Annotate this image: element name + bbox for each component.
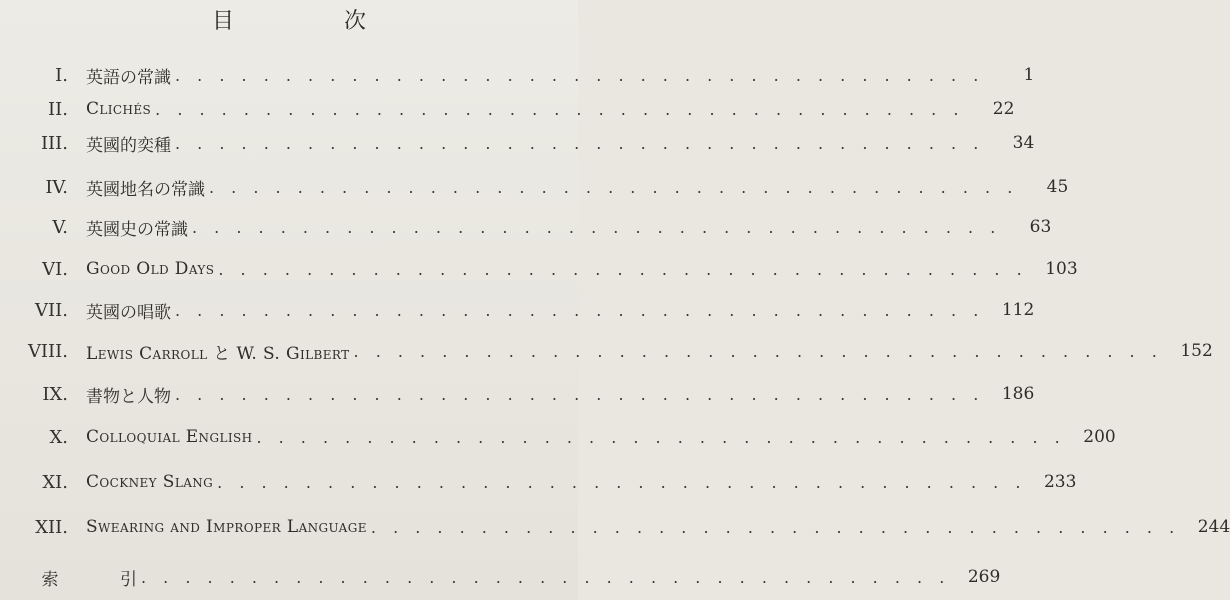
chapter-title: Lewis Carroll と W. S. Gilbert bbox=[86, 343, 350, 364]
toc-entry-7 bbox=[0, 293, 1035, 327]
leader-dots: . . . . . . . . . . . . . . . . . . . . . . . . . . . . . . . . . . . . . bbox=[218, 259, 1028, 279]
page-number: 1 bbox=[1023, 65, 1035, 85]
toc-entry-5 bbox=[0, 210, 1052, 244]
chapter-title: Cockney Slang bbox=[86, 472, 214, 492]
chapter-title: 英國史の常識 bbox=[86, 219, 188, 240]
leader-dots: . . . . . . . . . . . . . . . . . . . . . . . . . . . . . . . . . . . . . bbox=[370, 517, 1181, 537]
chapter-number: IV. bbox=[45, 176, 68, 198]
page-number: 103 bbox=[1045, 259, 1078, 279]
chapter-title: 英語の常識 bbox=[86, 67, 171, 88]
toc-entry-3 bbox=[0, 126, 1035, 160]
page-number: 244 bbox=[1197, 517, 1230, 537]
chapter-title: Clichés bbox=[86, 99, 152, 119]
page-number: 269 bbox=[967, 567, 1001, 587]
toc-entry-1 bbox=[0, 58, 1035, 92]
chapter-number: I. bbox=[55, 64, 68, 86]
chapter-number: V. bbox=[52, 216, 68, 238]
chapter-number: VI. bbox=[42, 258, 68, 280]
toc-entry-2 bbox=[0, 92, 1015, 126]
leader-dots: . . . . . . . . . . . . . . . . . . . . . . . . . . . . . . . . . . . . . bbox=[175, 133, 985, 153]
chapter-number: XII. bbox=[35, 516, 68, 538]
leader-dots: . . . . . . . . . . . . . . . . . . . . . . . . . . . . . . . . . . . . . bbox=[175, 300, 985, 320]
chapter-number: XI. bbox=[42, 471, 68, 493]
leader-dots: . . . . . . . . . . . . . . . . . . . . . . . . . . . . . . . . . . . . . bbox=[141, 567, 951, 587]
toc-entry-4 bbox=[0, 170, 1069, 204]
toc-entry-6 bbox=[0, 252, 1078, 286]
page-title: 目 次 bbox=[211, 9, 410, 34]
toc-entry-8 bbox=[0, 334, 1213, 368]
page-number: 233 bbox=[1043, 472, 1077, 492]
toc-entry-12 bbox=[0, 510, 1230, 544]
leader-dots: . . . . . . . . . . . . . . . . . . . . . . . . . . . . . . . . . . . . . bbox=[175, 65, 985, 85]
leader-dots: . . . . . . . . . . . . . . . . . . . . . . . . . . . . . . . . . . . . . bbox=[256, 427, 1066, 447]
page-number: 22 bbox=[992, 99, 1015, 119]
index-label-left: 索 bbox=[41, 569, 59, 590]
chapter-title: 書物と人物 bbox=[86, 386, 171, 407]
page-number: 45 bbox=[1046, 177, 1069, 197]
toc-entry-9 bbox=[0, 377, 1035, 411]
toc-entry-10 bbox=[0, 420, 1116, 454]
chapter-title: 英國の唱歌 bbox=[86, 302, 171, 323]
page-number: 34 bbox=[1012, 133, 1035, 153]
chapter-number: III. bbox=[40, 132, 68, 154]
leader-dots: . . . . . . . . . . . . . . . . . . . . . . . . . . . . . . . . . . . . . bbox=[155, 99, 965, 119]
toc-entry-11 bbox=[0, 465, 1077, 499]
page-number: 152 bbox=[1180, 341, 1213, 361]
chapter-number: VIII. bbox=[27, 340, 68, 362]
chapter-number: VII. bbox=[35, 299, 68, 321]
page-number: 63 bbox=[1029, 217, 1052, 237]
chapter-title: 英國地名の常識 bbox=[86, 179, 205, 200]
leader-dots: . . . . . . . . . . . . . . . . . . . . . . . . . . . . . . . . . . . . . bbox=[209, 177, 1019, 197]
leader-dots: . . . . . . . . . . . . . . . . . . . . . . . . . . . . . . . . . . . . . bbox=[175, 384, 985, 404]
page-number: 186 bbox=[1001, 384, 1035, 404]
index-label-right: 引 bbox=[120, 569, 137, 590]
chapter-number: IX. bbox=[42, 383, 68, 405]
chapter-number: X. bbox=[49, 426, 68, 448]
chapter-title: 英國的奕種 bbox=[86, 135, 171, 156]
chapter-title: Good Old Days bbox=[86, 259, 215, 279]
chapter-title: Colloquial English bbox=[86, 427, 253, 447]
toc-entry-index bbox=[0, 560, 1001, 594]
chapter-number: II. bbox=[48, 98, 68, 120]
page-number: 200 bbox=[1083, 427, 1116, 447]
leader-dots: . . . . . . . . . . . . . . . . . . . . . . . . . . . . . . . . . . . . . bbox=[217, 472, 1027, 492]
leader-dots: . . . . . . . . . . . . . . . . . . . . . . . . . . . . . . . . . . . . . bbox=[192, 217, 1002, 237]
leader-dots: . . . . . . . . . . . . . . . . . . . . . . . . . . . . . . . . . . . . . bbox=[353, 341, 1163, 361]
chapter-title: Swearing and Improper Language bbox=[86, 517, 367, 537]
page-number: 112 bbox=[1001, 300, 1035, 320]
